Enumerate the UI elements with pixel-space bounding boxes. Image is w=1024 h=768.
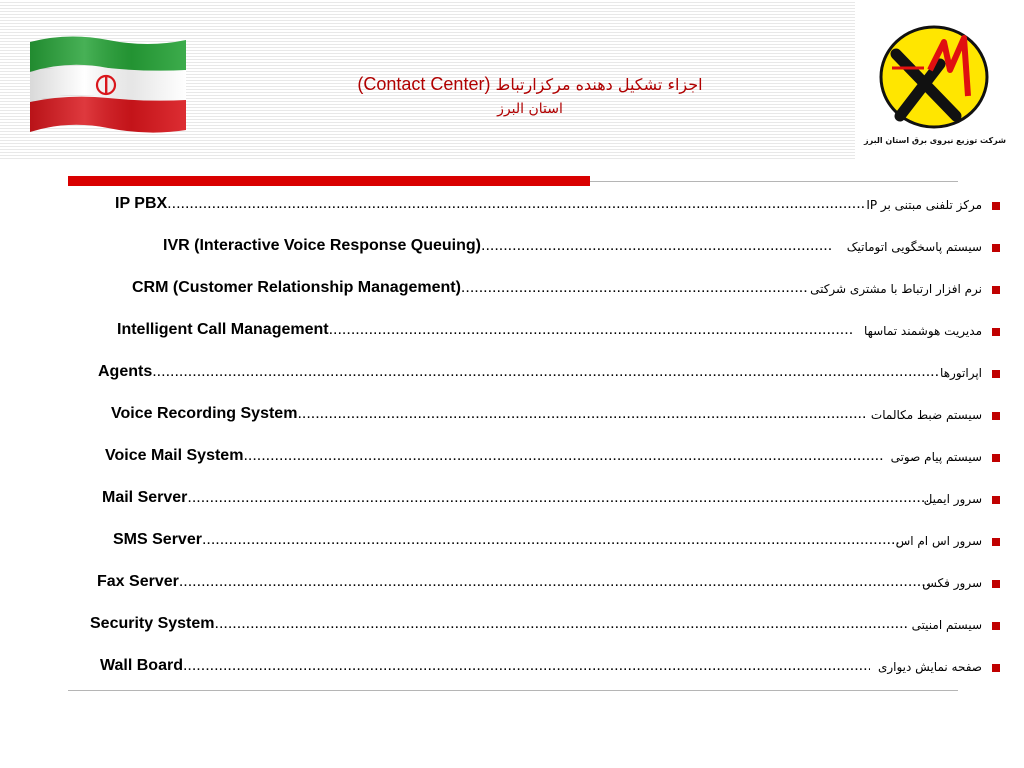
- item-en: SMS Server .....: [113, 531, 901, 549]
- item-fa: سرور فکس: [922, 576, 1000, 590]
- item-en: CRM (Customer Relationship Management) .....: [132, 279, 809, 297]
- list-item: [70, 529, 1000, 571]
- item-fa: مرکز تلفنی مبتنی بر IP: [866, 198, 1000, 212]
- item-en: IVR (Interactive Voice Response Queuing) .....: [163, 237, 833, 255]
- item-fa: سیستم پاسخگویی اتوماتیک: [847, 240, 1000, 254]
- subtitle: استان البرز: [497, 101, 563, 117]
- list-item: [70, 403, 1000, 445]
- red-divider: [68, 176, 590, 186]
- item-en: Security System .....: [90, 615, 908, 633]
- bottom-divider: [68, 690, 958, 691]
- item-fa: مدیریت هوشمند تماسها: [864, 324, 1000, 338]
- list-item: [70, 319, 1000, 361]
- list-item: [70, 361, 1000, 403]
- title-line: [250, 74, 810, 95]
- list-item: [70, 487, 1000, 529]
- item-fa: اپراتورها: [940, 366, 1000, 380]
- item-en: Voice Recording System .....: [111, 405, 867, 423]
- item-fa: صفحه نمایش دیواری: [878, 660, 1000, 674]
- item-fa: سیستم امنیتی: [912, 618, 1000, 632]
- item-fa: سرور ایمیل: [924, 492, 1000, 506]
- list-item: [70, 445, 1000, 487]
- item-en: Mail Server .....: [102, 489, 928, 507]
- company-logo-icon: [878, 24, 990, 130]
- page-title: [250, 74, 810, 117]
- item-fa: سیستم پیام صوتی: [891, 450, 1000, 464]
- item-en: IP PBX .....: [115, 195, 865, 213]
- list-item: [70, 277, 1000, 319]
- list-item: [70, 613, 1000, 655]
- item-fa: سرور اس ام اس: [896, 534, 1000, 548]
- item-en: Intelligent Call Management .....: [117, 321, 852, 339]
- item-en: Fax Server .....: [97, 573, 929, 591]
- list-item: [70, 571, 1000, 613]
- item-en: Agents .....: [98, 363, 940, 381]
- iran-flag-icon: [28, 34, 188, 134]
- title-en: (Contact Center): [357, 74, 491, 94]
- title-fa: اجزاء تشکیل دهنده مرکزارتباط: [495, 75, 703, 94]
- component-list: [70, 193, 1000, 697]
- item-en: Voice Mail System .....: [105, 447, 884, 465]
- list-item: [70, 235, 1000, 277]
- list-item: [70, 193, 1000, 235]
- item-fa: سیستم ضبط مکالمات: [871, 408, 1000, 422]
- gray-divider: [590, 181, 958, 182]
- company-name: شرکت توزیع نیروی برق استان البرز: [864, 136, 1006, 145]
- item-fa: نرم افزار ارتباط با مشتری شرکتی: [810, 282, 1000, 296]
- item-en: Wall Board .....: [100, 657, 870, 675]
